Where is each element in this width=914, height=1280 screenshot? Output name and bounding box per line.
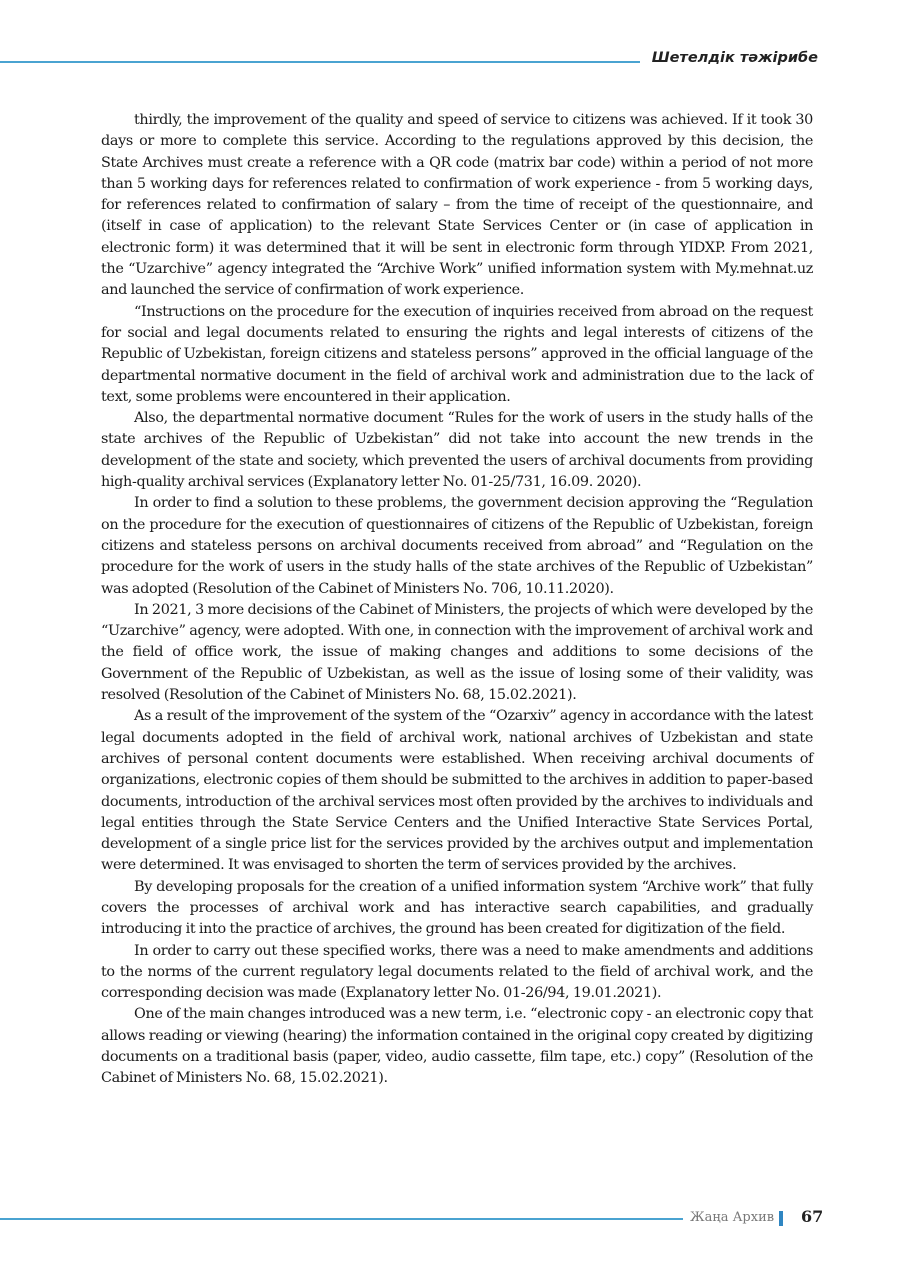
paragraph: By developing proposals for the creation of a unified information system “Archive work” that fully covers the processes of archival work and has interactive search capabilities, and gradually introducing it into the practice of archives, the ground has been created for digitization of the field. bbox=[101, 878, 813, 938]
footer-accent-bar bbox=[779, 1211, 783, 1226]
paragraph: In order to find a solution to these problems, the government decision approving the “Regulation on the procedure for the execution of questionnaires of citizens of the Republic of Uzbekistan, foreign citizens and stateless persons on archival documents received from abroad” and “Regulation on the procedure for the work of users in the study halls of the state archives of the Republic of Uzbekistan” was adopted (Resolution of the Cabinet of Ministers No. 706, 10.11.2020). bbox=[101, 495, 813, 597]
article-body bbox=[101, 110, 813, 1090]
journal-name: Жаңа Архив bbox=[690, 1210, 775, 1225]
paragraph: In 2021, 3 more decisions of the Cabinet of Ministers, the projects of which were developed by the “Uzarchive” agency, were adopted. With one, in connection with the improvement of archival work and the field of office work, the issue of making changes and additions to some decisions of the Government of the Republic of Uzbekistan, as well as the issue of losing some of their validity, was resolved (Resolution of the Cabinet of Ministers No. 68, 15.02.2021). bbox=[101, 601, 813, 704]
footer-rule bbox=[0, 1218, 683, 1220]
section-title: Шетелдік тәжірибе bbox=[651, 50, 818, 66]
paragraph: In order to carry out these specified works, there was a need to make amendments and additions to the norms of the current regulatory legal documents related to the field of archival work, and the corresponding decision was made (Explanatory letter No. 01-26/94, 19.01.2021). bbox=[101, 942, 813, 1002]
paragraph: thirdly, the improvement of the quality and speed of service to citizens was achieved. If it took 30 days or more to complete this service. According to the regulations approved by this decision, the State Archives must create a reference with a QR code (matrix bar code) within a period of not more than 5 working days for references related to confirmation of work experience - from 5 working days, for references related to confirmation of salary – from the time of receipt of the questionnaire, and (itself in case of application) to the relevant State Services Center or (in case of application in electronic form) it was determined that it will be sent in electronic form through YIDXP. From 2021, the “Uzarchive” agency integrated the “Archive Work” unified information system with My.mehnat.uz and launched the service of confirmation of work experience. bbox=[101, 112, 813, 299]
paragraph: Also, the departmental normative document “Rules for the work of users in the study halls of the state archives of the Republic of Uzbekistan” did not take into account the new trends in the development of the state and society, which prevented the users of archival documents from providing high-quality archival services (Explanatory letter No. 01-25/731, 16.09. 2020). bbox=[101, 410, 813, 491]
paragraph: One of the main changes introduced was a new term, i.e. “electronic copy - an electronic copy that allows reading or viewing (hearing) the information contained in the original copy created by digitizing documents on a traditional basis (paper, video, audio cassette, film tape, etc.) copy” (Resolution of the Cabinet of Ministers No. 68, 15.02.2021). bbox=[101, 1006, 813, 1087]
page-number: 67 bbox=[801, 1207, 824, 1226]
paragraph: As a result of the improvement of the system of the “Ozarxiv” agency in accordance with the latest legal documents adopted in the field of archival work, national archives of Uzbekistan and state archives of personal content documents were established. When receiving archival documents of organizations, electronic copies of them should be submitted to the archives in addition to paper-based documents, introduction of the archival services most often provided by the archives to individuals and legal entities through the State Service Centers and the Unified Interactive State Services Portal, development of a single price list for the services provided by the archives output and implementation were determined. It was envisaged to shorten the term of services provided by the archives. bbox=[101, 708, 813, 874]
paragraph: “Instructions on the procedure for the execution of inquiries received from abroad on the request for social and legal documents related to ensuring the rights and legal interests of citizens of the Republic of Uzbekistan, foreign citizens and stateless persons” approved in the official language of the departmental normative document in the field of archival work and administration due to the lack of text, some problems were encountered in their application. bbox=[101, 303, 813, 405]
header-rule bbox=[0, 61, 640, 63]
